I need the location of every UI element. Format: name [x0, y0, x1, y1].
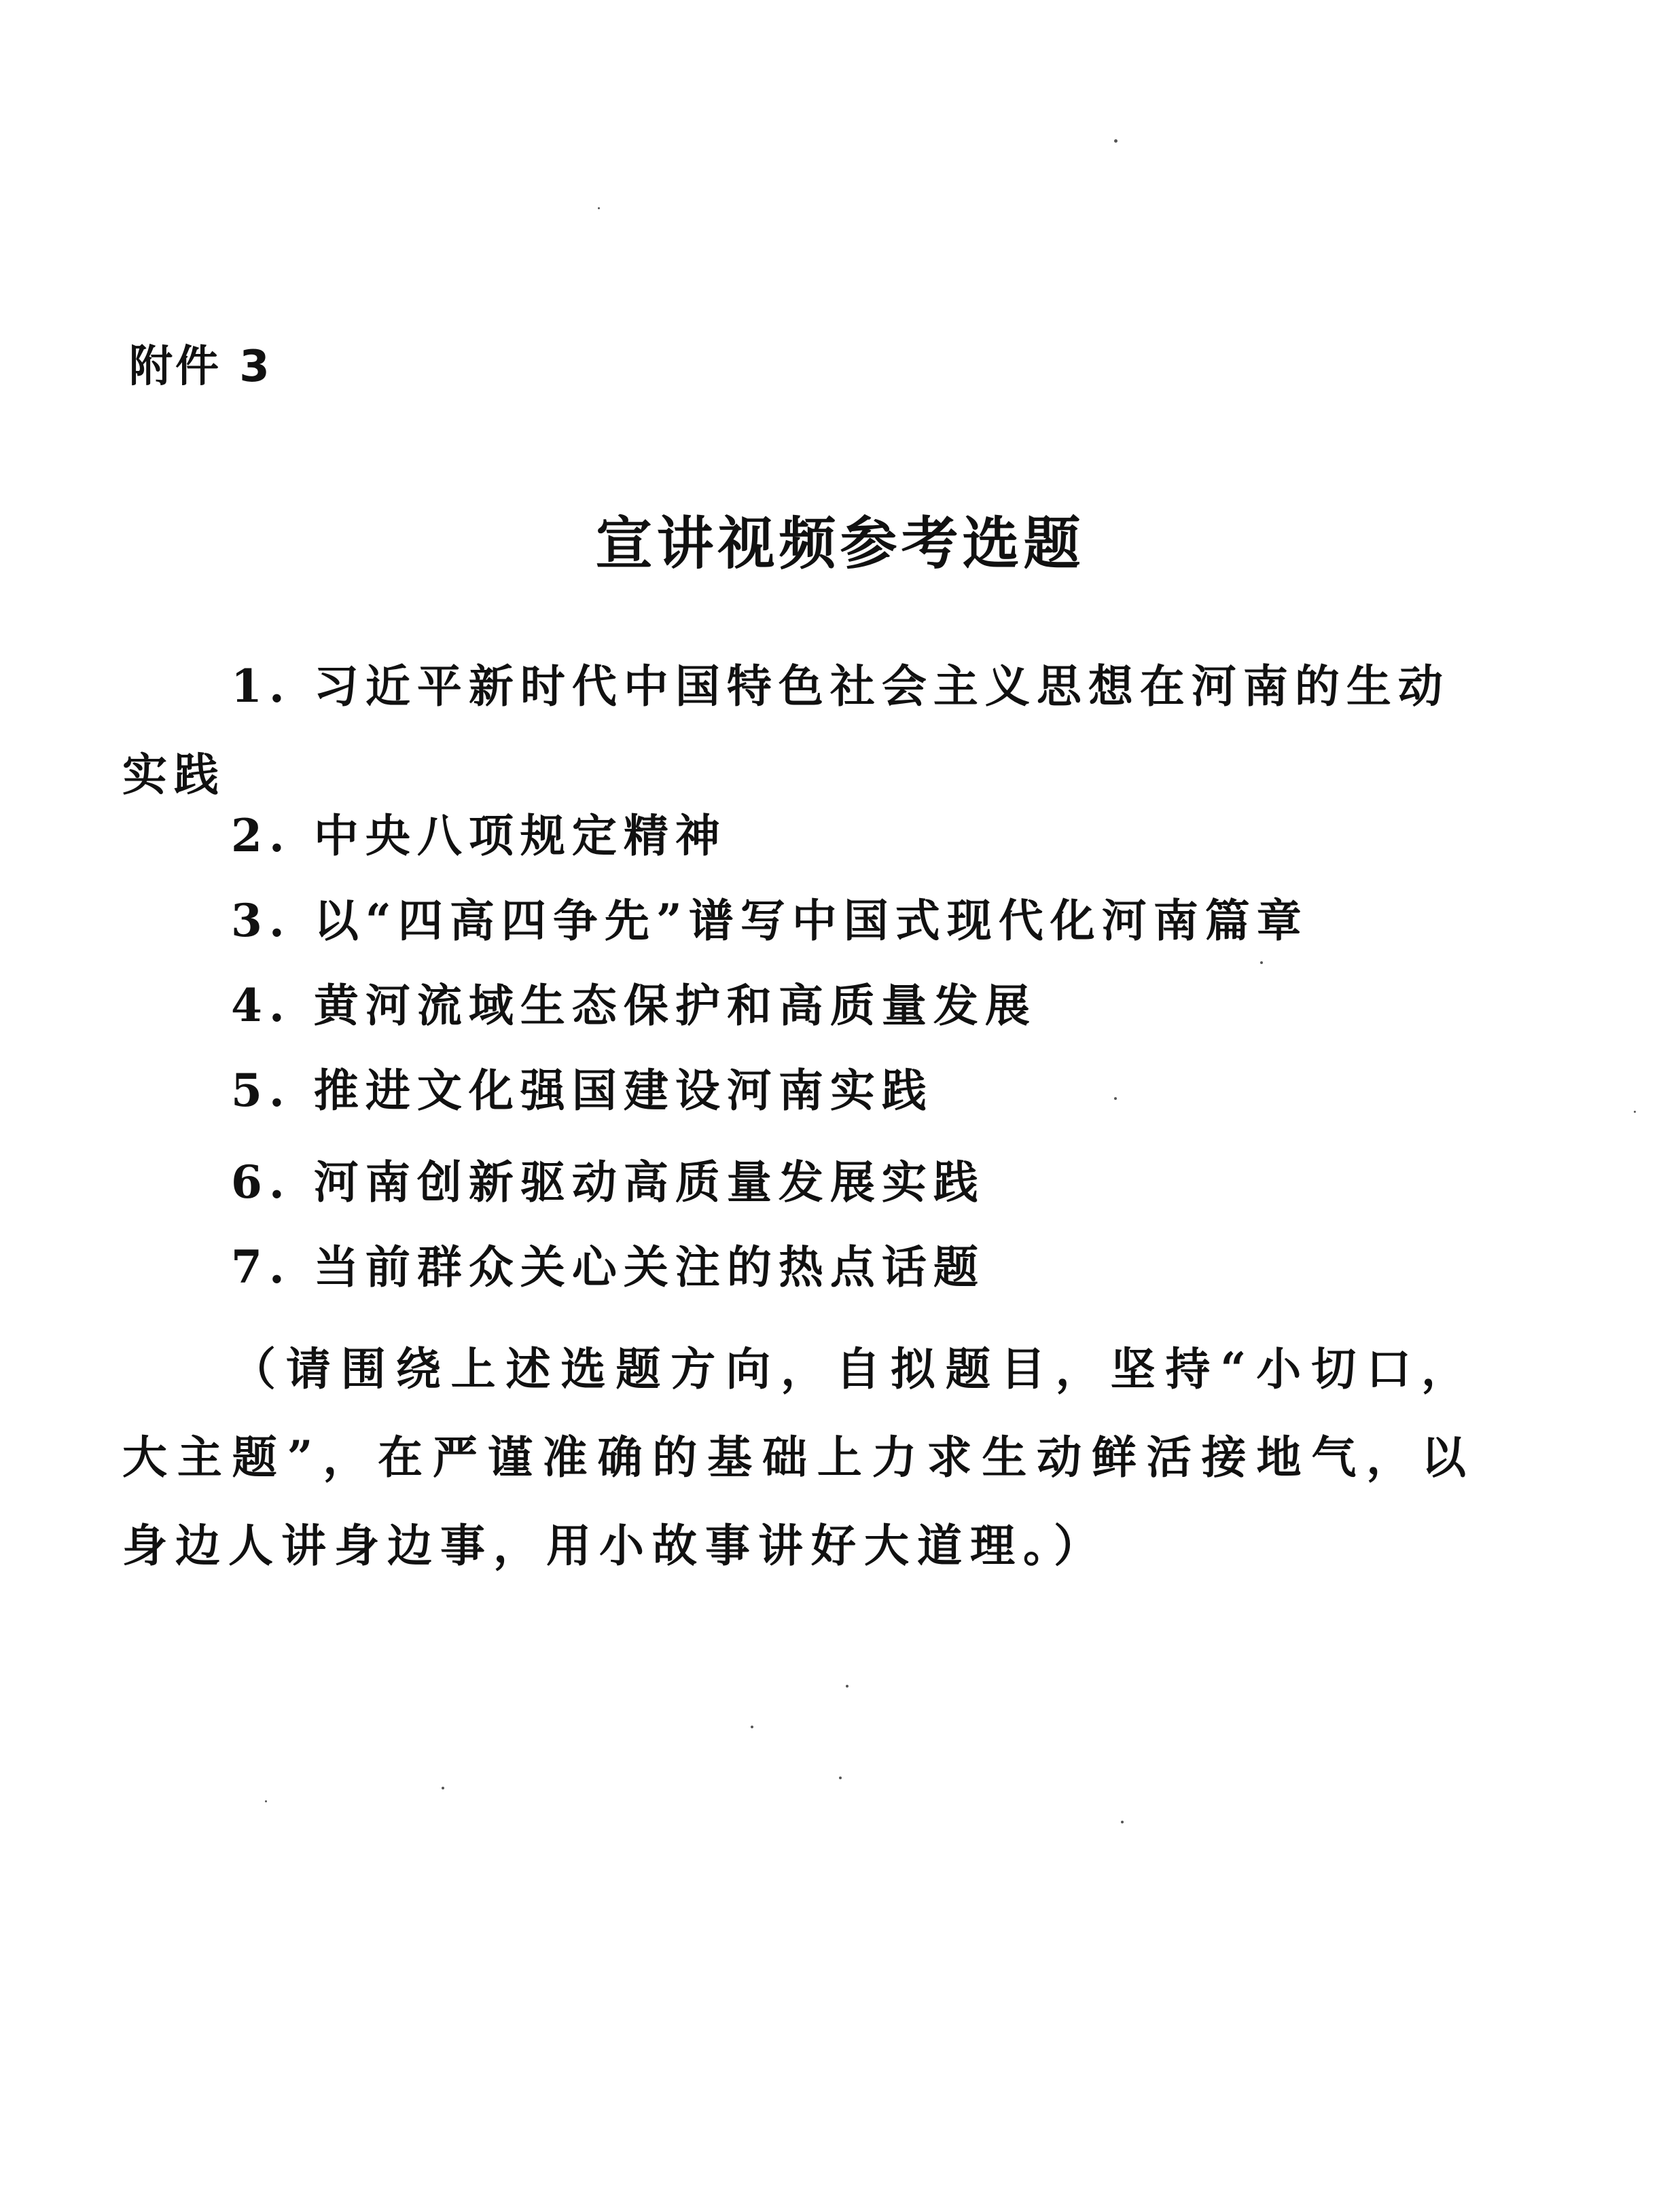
instruction-note: （请围绕上述选题方向，自拟题目，坚持“小切口，大主题”，在严谨准确的基础上力求生动鲜活接地气，以身边人讲身边事，用小故事讲好大道理。） — [122, 1342, 1474, 1572]
scan-speck — [1114, 1097, 1117, 1100]
scan-speck — [839, 1777, 842, 1779]
topic-item-1: 1. 习近平新时代中国特色社会主义思想在河南的生动实践 — [122, 660, 1450, 801]
document-title: 宣讲视频参考选题 — [595, 510, 1085, 577]
scan-speck — [442, 1787, 444, 1789]
scan-speck — [751, 1726, 753, 1728]
topic-item-4: 4. 黄河流域生态保护和高质量发展 — [231, 979, 1037, 1032]
topic-item-2: 2. 中央八项规定精神 — [231, 809, 727, 862]
scan-speck — [598, 207, 600, 209]
scan-speck — [846, 1685, 848, 1688]
scan-speck — [1114, 139, 1118, 143]
topic-item-7: 7. 当前群众关心关注的热点话题 — [231, 1241, 985, 1294]
scan-speck — [1634, 1111, 1636, 1113]
topic-item-5: 5. 推进文化强国建设河南实践 — [231, 1064, 933, 1117]
scan-speck — [1260, 961, 1263, 964]
scan-speck — [265, 1800, 267, 1802]
topic-item-6: 6. 河南创新驱动高质量发展实践 — [231, 1156, 985, 1209]
scan-speck — [1121, 1821, 1124, 1823]
topic-item-3: 3. 以“四高四争先”谱写中国式现代化河南篇章 — [231, 894, 1308, 947]
attachment-label: 附件 3 — [129, 342, 272, 392]
